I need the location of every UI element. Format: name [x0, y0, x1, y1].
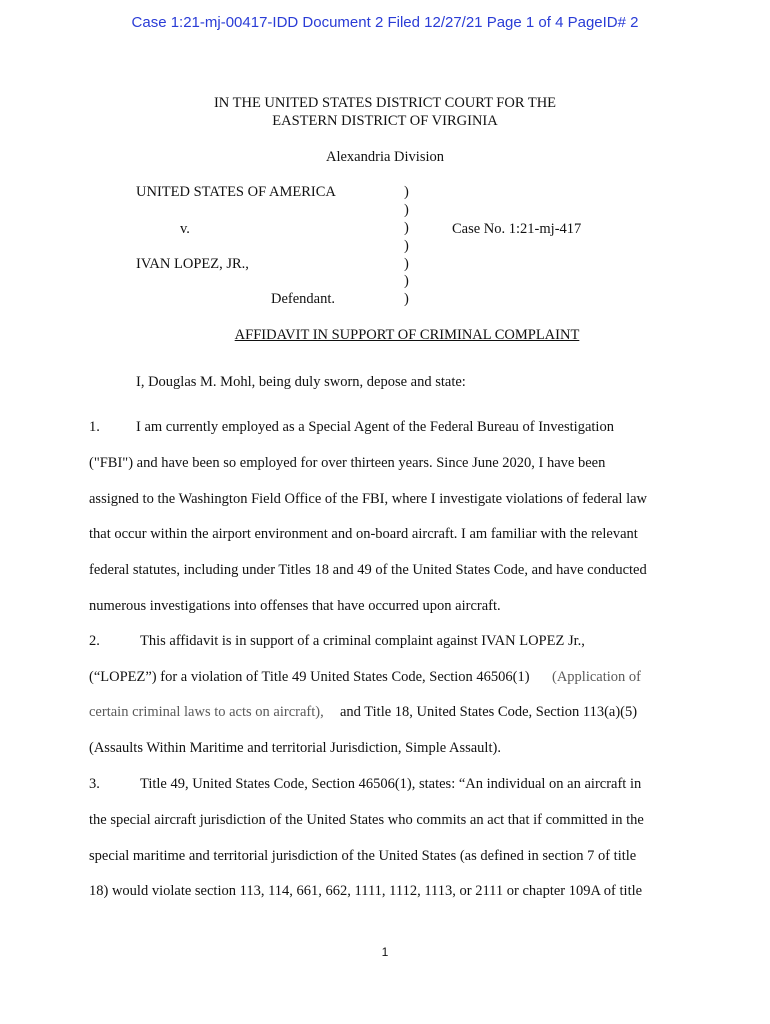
- paragraph-number: 1.: [89, 419, 100, 435]
- paragraph-line: (Assaults Within Maritime and territorial Jurisdiction, Simple Assault).: [89, 740, 501, 756]
- paragraph-line: the special aircraft jurisdiction of the United States who commits an act that if committed in the: [89, 812, 644, 828]
- page-number: 1: [381, 945, 389, 959]
- paragraph-line: ("FBI") and have been so employed for over thirteen years. Since June 2020, I have been: [89, 455, 606, 471]
- paragraph-number: 2.: [89, 633, 100, 649]
- case-number: Case No. 1:21-mj-417: [452, 221, 582, 237]
- caption-parenthesis: ): [404, 184, 409, 200]
- caption-defendant-name: IVAN LOPEZ, JR.,: [136, 256, 249, 272]
- caption-parenthesis: ): [404, 202, 409, 218]
- document-title: AFFIDAVIT IN SUPPORT OF CRIMINAL COMPLAINT: [234, 327, 580, 343]
- paragraph-line: 18) would violate section 113, 114, 661, 662, 1111, 1112, 1113, or 2111 or chapter 109A of title: [89, 883, 643, 899]
- paragraph-line-fragment: (Application of: [552, 669, 641, 685]
- paragraph-number: 3.: [89, 776, 100, 792]
- filing-header-stamp: Case 1:21-mj-00417-IDD Document 2 Filed 12/27/21 Page 1 of 4 PageID# 2: [131, 14, 639, 31]
- paragraph-line-fragment: certain criminal laws to acts on aircraft),: [89, 704, 324, 720]
- paragraph-line: special maritime and territorial jurisdiction of the United States (as defined in section 7 of title: [89, 848, 637, 864]
- paragraph-line: (“LOPEZ”) for a violation of Title 49 United States Code, Section 46506(1): [89, 669, 530, 685]
- court-division: Alexandria Division: [326, 149, 444, 165]
- court-name-line-1: IN THE UNITED STATES DISTRICT COURT FOR THE: [213, 95, 557, 111]
- affiant-intro: I, Douglas M. Mohl, being duly sworn, depose and state:: [136, 374, 466, 390]
- caption-parenthesis: ): [404, 238, 409, 254]
- paragraph-line: that occur within the airport environment and on-board aircraft. I am familiar with the relevant: [89, 526, 638, 542]
- paragraph-line: This affidavit is in support of a criminal complaint against IVAN LOPEZ Jr.,: [140, 633, 585, 649]
- caption-parenthesis: ): [404, 291, 409, 307]
- paragraph-line: numerous investigations into offenses that have occurred upon aircraft.: [89, 598, 501, 614]
- caption-parenthesis: ): [404, 220, 409, 236]
- caption-defendant-label: Defendant.: [271, 291, 336, 307]
- paragraph-line: I am currently employed as a Special Agent of the Federal Bureau of Investigation: [136, 419, 614, 435]
- caption-versus: v.: [180, 221, 190, 237]
- paragraph-line: assigned to the Washington Field Office of the FBI, where I investigate violations of federal law: [89, 491, 648, 507]
- paragraph-line: federal statutes, including under Titles 18 and 49 of the United States Code, and have conducted: [89, 562, 647, 578]
- paragraph-line-fragment: and Title 18, United States Code, Section 113(a)(5): [340, 704, 638, 720]
- court-name-line-2: EASTERN DISTRICT OF VIRGINIA: [272, 113, 498, 129]
- caption-plaintiff: UNITED STATES OF AMERICA: [136, 184, 336, 200]
- caption-parenthesis: ): [404, 273, 409, 289]
- paragraph-line: Title 49, United States Code, Section 46506(1), states: “An individual on an aircraft in: [140, 776, 642, 792]
- caption-parenthesis: ): [404, 256, 409, 272]
